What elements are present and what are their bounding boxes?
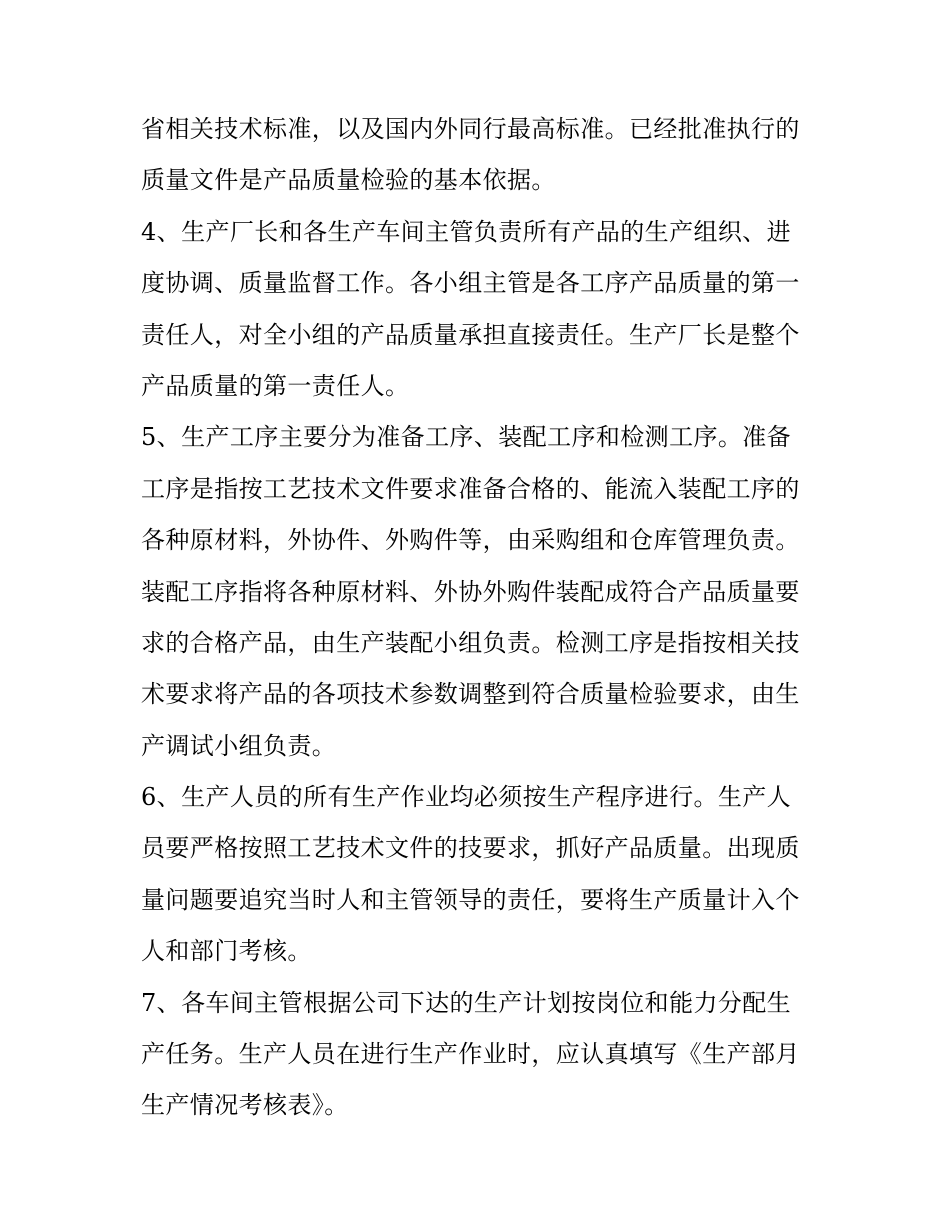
text-line: 装配工序指将各种原材料、外协外购件装配成符合产品质量要 [141, 577, 800, 606]
text-line: 人和部门考核。 [141, 937, 312, 966]
text-line: 产品质量的第一责任人。 [141, 371, 410, 400]
text-line: 产调试小组负责。 [141, 731, 337, 760]
text-line: 度协调、质量监督工作。各小组主管是各工序产品质量的第一 [141, 269, 800, 298]
text-line: 产任务。生产人员在进行生产作业时，应认真填写《生产部月 [141, 1040, 800, 1069]
paragraph-item-5 [141, 412, 821, 772]
text-line: 各种原材料，外协件、外购件等，由采购组和仓库管理负责。 [141, 526, 800, 555]
text-line: 5、生产工序主要分为准备工序、装配工序和检测工序。准备 [141, 423, 792, 452]
text-line: 省相关技术标准，以及国内外同行最高标准。已经批准执行的 [141, 115, 800, 143]
text-line: 生产情况考核表》。 [141, 1091, 349, 1120]
text-line: 员要严格按照工艺技术文件的技要求，抓好产品质量。出现质 [141, 834, 800, 863]
text-line: 责任人，对全小组的产品质量承担直接责任。生产厂长是整个 [141, 320, 800, 349]
paragraph-item-7 [141, 978, 821, 1132]
text-line: 工序是指按工艺技术文件要求准备合格的、能流入装配工序的 [141, 474, 800, 503]
text-line: 求的合格产品，由生产装配小组负责。检测工序是指按相关技 [141, 628, 800, 657]
text-line: 7、各车间主管根据公司下达的生产计划按岗位和能力分配生 [141, 988, 792, 1017]
text-line: 质量文件是产品质量检验的基本依据。 [141, 166, 556, 195]
text-line: 6、生产人员的所有生产作业均必须按生产程序进行。生产人 [141, 783, 792, 812]
text-line: 量问题要追究当时人和主管领导的责任，要将生产质量计入个 [141, 885, 800, 914]
text-line: 4、生产厂长和各生产车间主管负责所有产品的生产组织、进 [141, 217, 792, 246]
paragraph-item-6 [141, 772, 821, 978]
paragraph-item-4 [141, 207, 821, 413]
text-line: 术要求将产品的各项技术参数调整到符合质量检验要求，由生 [141, 680, 800, 709]
document-body [141, 104, 821, 1132]
paragraph-quality-standards [141, 104, 821, 207]
